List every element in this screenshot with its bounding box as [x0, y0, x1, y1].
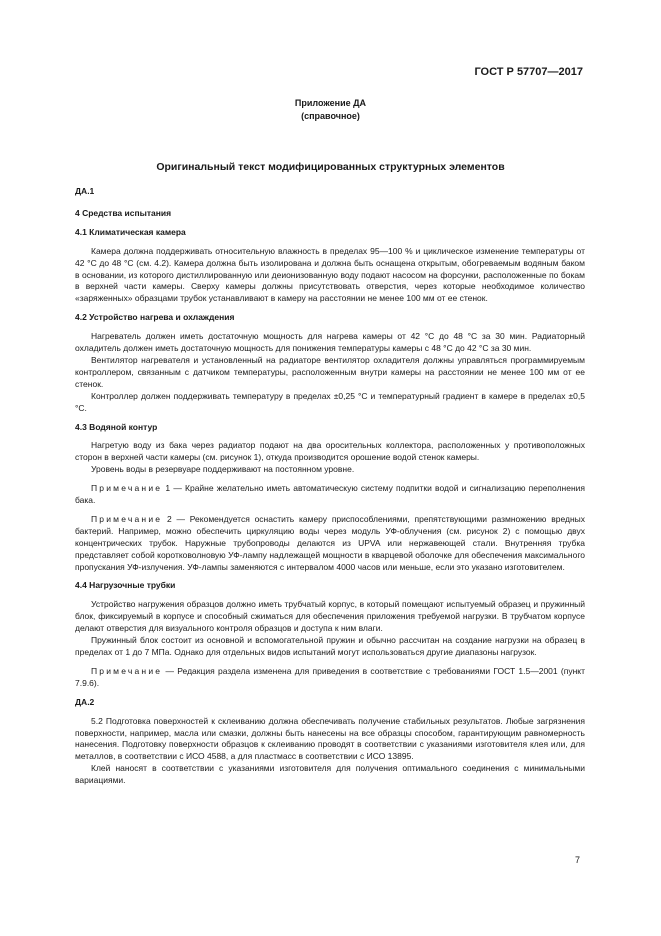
- note-text: 2 — Рекомендуется оснастить камеру приспособлениями, препятствующими размножению вредных бактерий. Например, можно обеспечить циркуляцию воды через модуль УФ-облучения (см. рисунок 2) с помощью двух концентрических трубок. Наружные трубопроводы делаются из UPVA или нержавеющей стали. Внутренняя трубка представляет собой коротковолновую УФ-лампу надлежащей мощности в кварцевой оболочке для обеспечения максимального пропускания УФ-излучения. УФ-лампы заменяются с интервалом 4000 часов или меньше, если это указано изготовителем.: [75, 513, 585, 572]
- paragraph: Пружинный блок состоит из основной и вспомогательной пружин и обычно рассчитан на создание нагрузки на образец в пределах от 1 до 7 МПа. Однако для отдельных видов испытаний могут использоваться другие диапазоны нагрузок.: [75, 635, 585, 657]
- paragraph: Нагреватель должен иметь достаточную мощность для нагрева камеры от 42 °С до 48 °С за 30 мин. Радиаторный охладитель должен иметь достаточную мощность для понижения температуры камеры с 48 °С до 42 °С за 30 мин.: [75, 331, 585, 354]
- paragraph: Контроллер должен поддерживать температуру в пределах ±0,25 °С и температурный градиент в камере в пределах ±0,5 °С.: [75, 390, 585, 413]
- note-3: [75, 666, 585, 690]
- page-title: Оригинальный текст модифицированных структурных элементов: [156, 161, 505, 173]
- paragraph: Клей наносят в соответствии с указаниями изготовителя для получения оптимального соединения с минимальными вариациями.: [75, 763, 585, 786]
- note-text: — Редакция раздела изменена для приведения в соответствие с требованиями ГОСТ 1.5—2001 (пункт 7.9.6).: [75, 665, 585, 688]
- paragraph: Нагретую воду из бака через радиатор подают на два оросительных коллектора, расположенных у противоположных сторон в верхней части камеры (см. рисунок 1), откуда производится орошение водой стенок камеры.: [75, 440, 585, 463]
- section-4-4-heading: 4.4 Нагрузочные трубки: [75, 580, 176, 591]
- paragraph: Уровень воды в резервуаре поддерживают на постоянном уровне.: [91, 464, 355, 475]
- note-2: [75, 514, 585, 574]
- document-body: [75, 186, 585, 787]
- note-text: 1 — Крайне желательно иметь автоматическую систему подпитки водой и сигнализацию переполнения бака.: [75, 483, 585, 506]
- note-label: Примечание: [91, 665, 163, 676]
- paragraph: Вентилятор нагревателя и установленный на радиаторе вентилятор охладителя должны управляться программируемым контроллером, связанным с датчиком температуры, расположенным внутри камеры на расстоянии не менее 100 мм от ее стенок.: [75, 354, 585, 389]
- paragraph: Камера должна поддерживать относительную влажность в пределах 95—100 % и циклическое изменение температуры от 42 °С до 48 °С (см. 4.2). Камера должна быть изолирована и должна быть оснащена открытым, обогреваемым водяным баком в основании, из которого дистиллированную или деионизованную воду подают насосом на форсунки, расположенные по бокам в верхней части камеры. Сверху камеры должны присутствовать отверстия, через которые необходимое количество «заряженных» образцами трубок устанавливают в камеру на расстоянии не менее 100 мм от ее стенок.: [75, 245, 585, 304]
- note-1: [75, 483, 585, 507]
- note-label: Примечание: [91, 483, 163, 494]
- section-4-3-heading: 4.3 Водяной контур: [75, 421, 158, 432]
- paragraph: 5.2 Подготовка поверхностей к склеиванию должна обеспечивать получение стабильных результатов. Любые загрязнения поверхности, например, масла или смазки, должны быть нанесены на все образцы способом, гарантирующим равномерность нанесения. Подготовку поверхности образцов к склеиванию проводят в соответствии с указаниями изготовителя клея или, для металлов, в соответствии с ИСО 4588, а для пластмасс в соответствии с ИСО 13895.: [75, 715, 585, 762]
- section-4-heading: 4 Средства испытания: [75, 207, 172, 218]
- section-4-1-heading: 4.1 Климатическая камера: [75, 226, 186, 237]
- note-label: Примечание: [91, 513, 163, 524]
- section-4-2-heading: 4.2 Устройство нагрева и охлаждения: [75, 312, 235, 323]
- appendix-title: Приложение ДА: [294, 98, 367, 108]
- document-code: ГОСТ Р 57707—2017: [474, 66, 583, 78]
- appendix-heading: [0, 97, 661, 123]
- appendix-subtitle: (справочное): [301, 111, 360, 121]
- section-da2-heading: ДА.2: [75, 696, 95, 707]
- section-da1-heading: ДА.1: [75, 186, 95, 196]
- page-number: 7: [575, 855, 581, 865]
- paragraph: Устройство нагружения образцов должно иметь трубчатый корпус, в который помещают испытуемый образец и пружинный блок, фиксируемый в корпусе и способный сжиматься для обеспечения приложения требуемой нагрузки. В трубчатом корпусе делают отверстия для визуального контроля образцов и доступа к ним влаги.: [75, 599, 585, 634]
